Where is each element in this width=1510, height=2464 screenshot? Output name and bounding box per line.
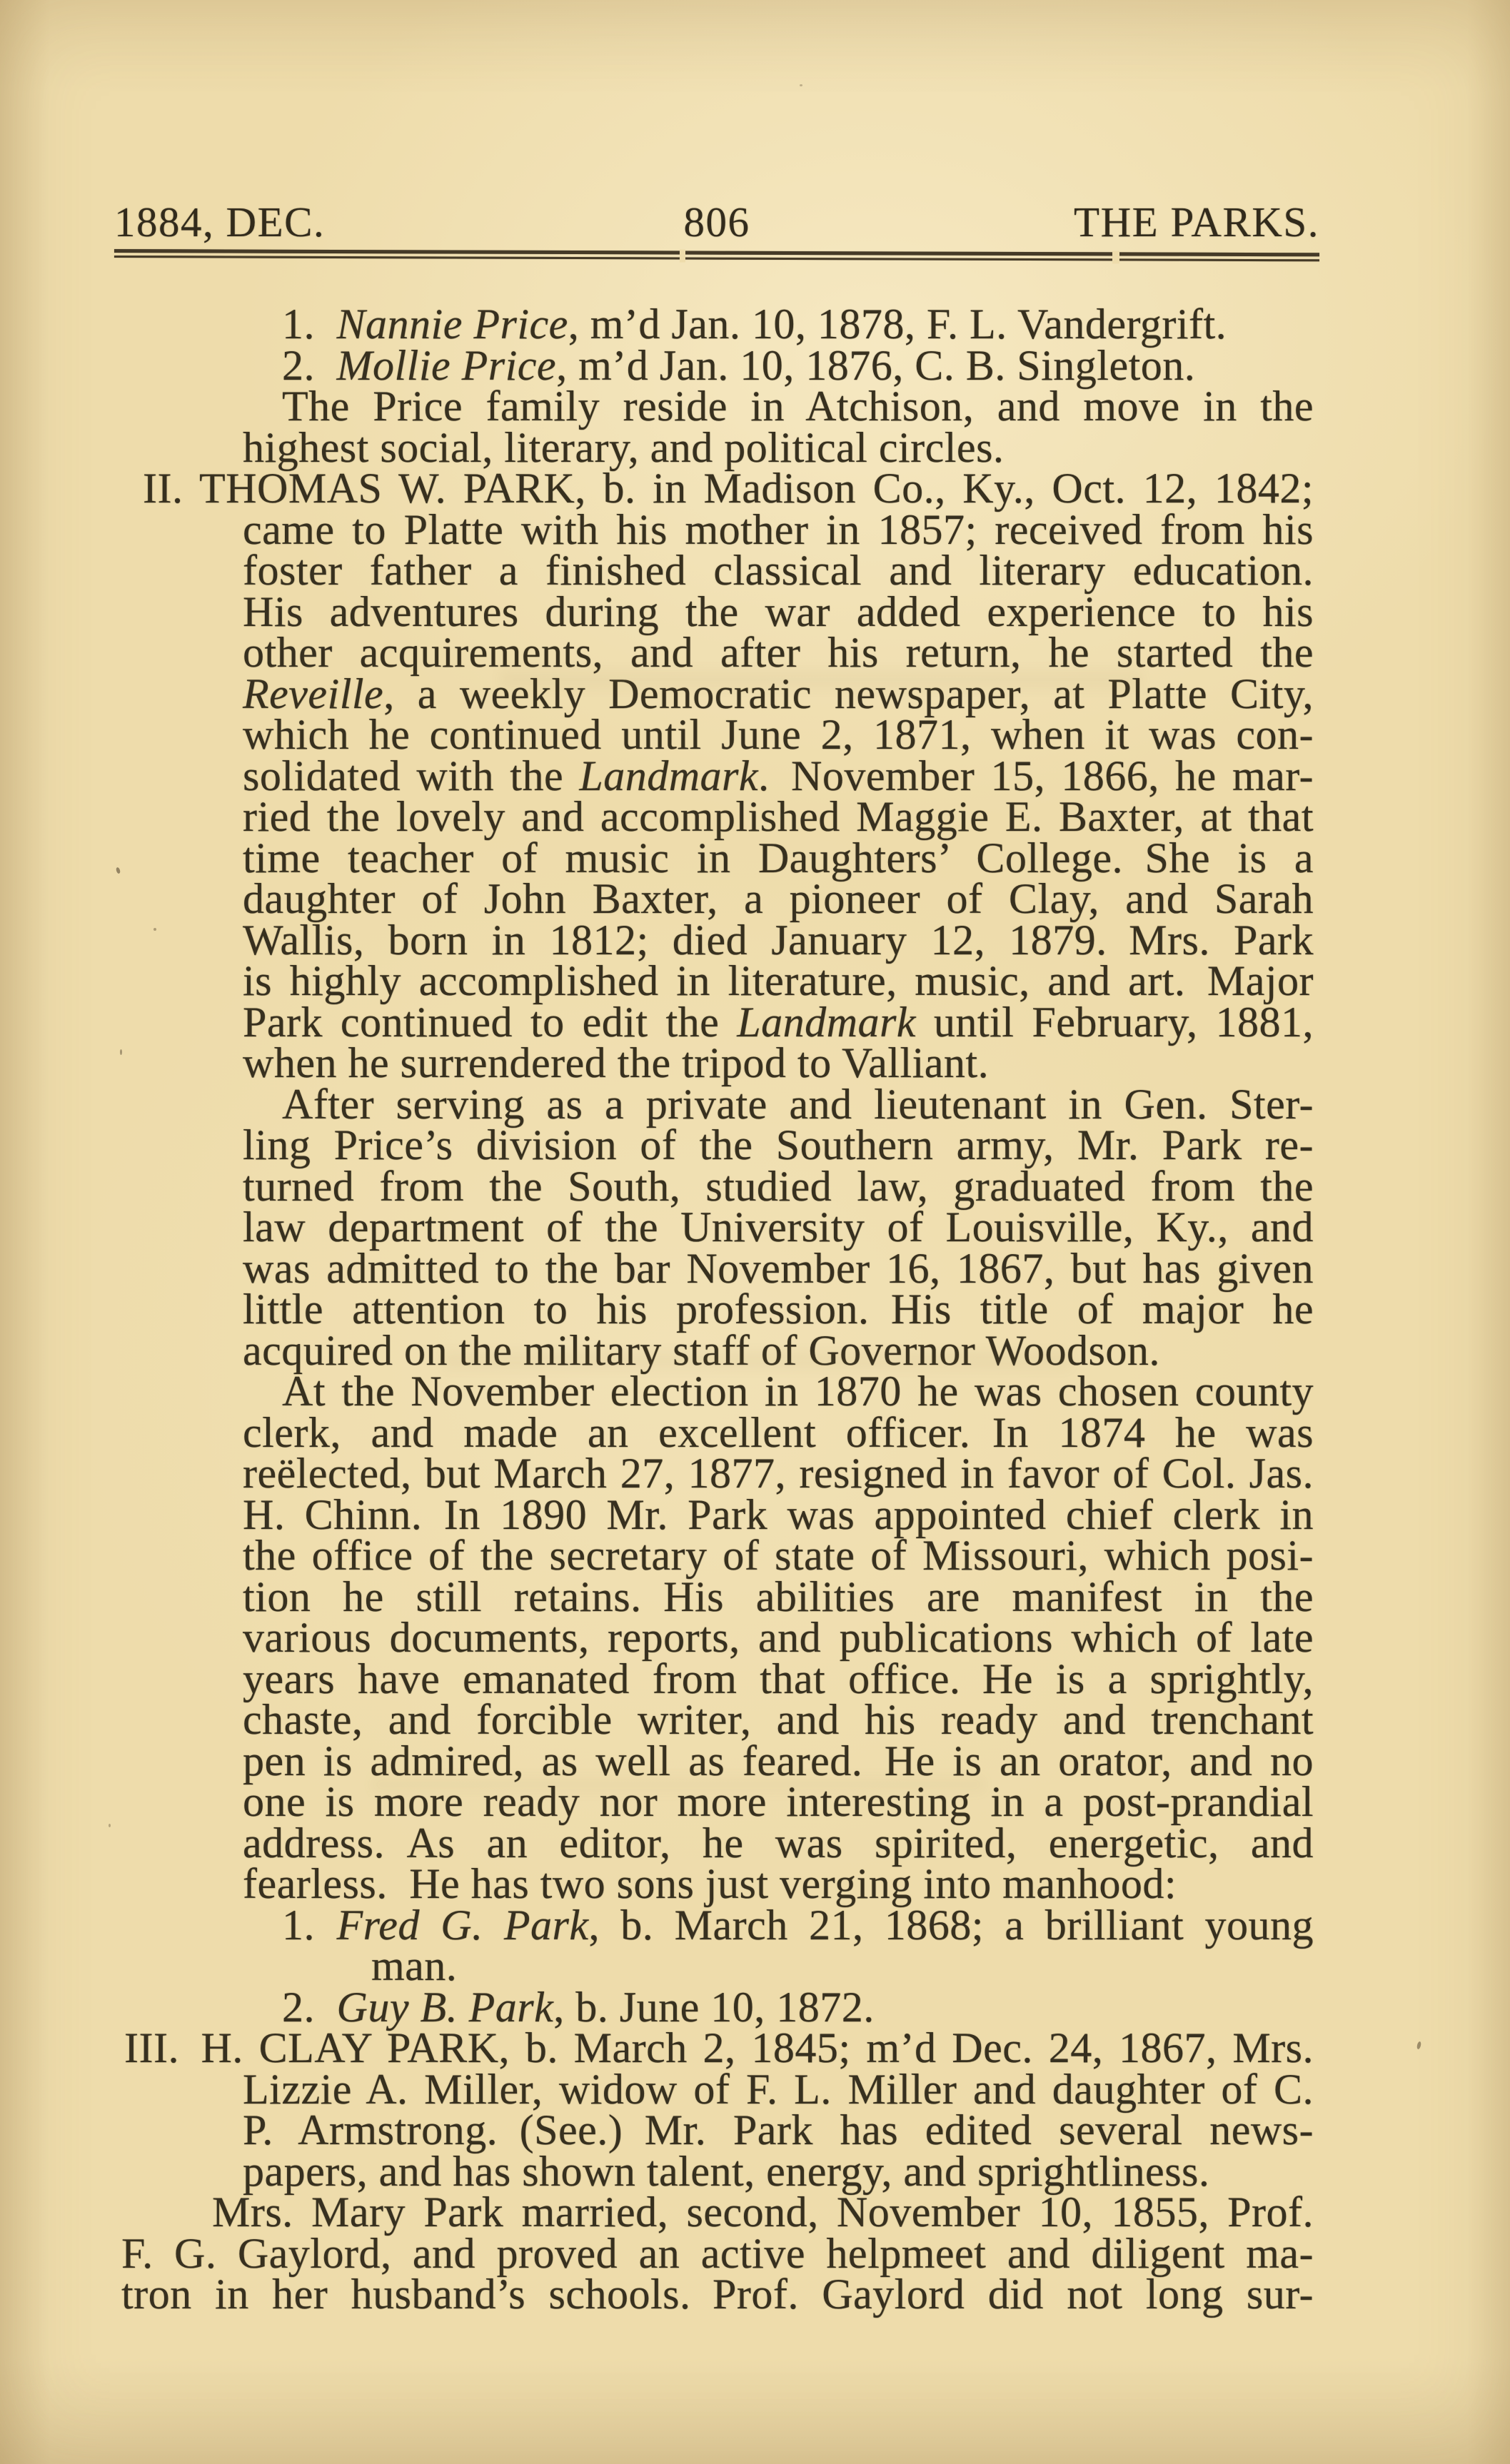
- header-title: THE PARKS.: [1074, 198, 1319, 246]
- text-segment: man.: [371, 1942, 458, 1989]
- text-segment: III. H. CLAY PARK, b. March 2, 1845; m’d Dec. 24, 1867, Mrs.: [124, 2024, 1314, 2071]
- text-line: [243, 2065, 1314, 2113]
- ink-speck: [120, 1049, 122, 1055]
- text-segment: 2.: [282, 1983, 337, 2031]
- text-segment: pen is admired, as well as feared. He is an orator, and no: [243, 1737, 1314, 1784]
- text-line: [212, 2188, 1314, 2236]
- text-segment: , m’d Jan. 10, 1876, C. B. Singleton.: [556, 341, 1196, 389]
- text-segment: solidated with the: [243, 752, 580, 799]
- text-line: [243, 670, 1314, 717]
- text-line: [121, 2271, 1314, 2318]
- text-segment: fearless. He has two sons just verging into manhood:: [243, 1860, 1177, 1907]
- text-line: [243, 1490, 1314, 1538]
- text-line: [143, 465, 1314, 512]
- text-line: [243, 1778, 1314, 1825]
- rule-break: [680, 249, 685, 262]
- text-line: [243, 423, 1314, 471]
- page-header: [114, 198, 1319, 246]
- text-line: [243, 1286, 1314, 1333]
- italic-text-segment: Fred G. Park: [336, 1901, 589, 1949]
- italic-text-segment: Mollie Price: [336, 341, 557, 389]
- ink-speck: [153, 928, 156, 931]
- text-segment: 1.: [282, 1901, 337, 1949]
- text-segment: At the November election in 1870 he was chosen county: [282, 1368, 1314, 1415]
- text-segment: clerk, and made an excellent officer. In 1874 he was: [243, 1408, 1314, 1456]
- text-segment: 1.: [282, 301, 337, 348]
- text-segment: papers, and has shown talent, energy, and sprightliness.: [243, 2147, 1210, 2195]
- text-segment: highest social, literary, and political circles.: [243, 423, 1005, 471]
- text-line: [282, 301, 1314, 348]
- text-segment: address. As an editor, he was spirited, energetic, and: [243, 1819, 1314, 1867]
- text-line: [243, 1408, 1314, 1456]
- text-segment: various documents, reports, and publications which of late: [243, 1614, 1314, 1661]
- text-line: [243, 1572, 1314, 1620]
- text-segment: His adventures during the war added experience to his: [243, 587, 1314, 635]
- text-line: [282, 1983, 1314, 2031]
- text-line: [243, 1450, 1314, 1497]
- ink-speck: [109, 1824, 111, 1827]
- text-segment: The Price family reside in Atchison, and move in the: [282, 383, 1314, 430]
- text-line: [243, 875, 1314, 922]
- text-line: [124, 2024, 1314, 2071]
- text-segment: Wallis, born in 1812; died January 12, 1879. Mrs. Park: [243, 916, 1314, 964]
- text-line: [243, 2147, 1314, 2195]
- text-line: [282, 1080, 1314, 1128]
- text-line: [243, 793, 1314, 840]
- text-segment: After serving as a private and lieutenant in Gen. Ster-: [282, 1080, 1314, 1128]
- text-segment: the office of the secretary of state of Missouri, which posi-: [243, 1532, 1314, 1579]
- text-segment: H. Chinn. In 1890 Mr. Park was appointed chief clerk in: [243, 1490, 1314, 1538]
- text-segment: years have emanated from that office. He is a sprightly,: [243, 1655, 1314, 1702]
- ink-speck: [800, 84, 802, 86]
- text-line: [243, 1326, 1314, 1374]
- text-line: [243, 629, 1314, 676]
- text-line: [243, 916, 1314, 964]
- text-line: [282, 341, 1314, 389]
- italic-text-segment: Guy B. Park: [336, 1983, 554, 2031]
- body-lines: [0, 301, 1510, 2318]
- text-line: [243, 1532, 1314, 1579]
- text-segment: Lizzie A. Miller, widow of F. L. Miller and daughter of C.: [243, 2065, 1314, 2113]
- text-line: [243, 834, 1314, 882]
- italic-text-segment: Landmark: [737, 998, 916, 1046]
- text-line: [243, 1203, 1314, 1251]
- text-segment: F. G. Gaylord, and proved an active helpmeet and diligent ma-: [121, 2229, 1314, 2277]
- text-segment: was admitted to the bar November 16, 1867, but has given: [243, 1244, 1314, 1292]
- header-page-number: 806: [683, 198, 750, 246]
- text-line: [243, 1737, 1314, 1784]
- text-segment: came to Platte with his mother in 1857; received from his: [243, 505, 1314, 553]
- text-segment: Mrs. Mary Park married, second, November 10, 1855, Prof.: [212, 2188, 1314, 2236]
- text-segment: chaste, and forcible writer, and his ready and trenchant: [243, 1696, 1314, 1743]
- text-line: [243, 1655, 1314, 1702]
- text-segment: ling Price’s division of the Southern army, Mr. Park re-: [243, 1121, 1314, 1168]
- text-segment: , b. March 21, 1868; a brilliant young: [588, 1901, 1314, 1949]
- text-segment: Park continued to edit the: [243, 998, 738, 1046]
- text-segment: until February, 1881,: [915, 998, 1314, 1046]
- italic-text-segment: Landmark: [579, 752, 759, 799]
- text-segment: time teacher of music in Daughters’ College. She is a: [243, 834, 1314, 882]
- text-segment: , b. June 10, 1872.: [553, 1983, 875, 2031]
- text-line: [243, 752, 1314, 799]
- text-line: [243, 505, 1314, 553]
- text-line: [121, 2229, 1314, 2277]
- text-line: [243, 2106, 1314, 2154]
- text-segment: is highly accomplished in literature, music, and art. Major: [243, 957, 1314, 1004]
- text-segment: foster father a finished classical and literary education.: [243, 547, 1314, 594]
- text-segment: which he continued until June 2, 1871, when it was con-: [243, 711, 1314, 758]
- double-rule-divider: [114, 249, 1319, 261]
- text-segment: reëlected, but March 27, 1877, resigned in favor of Col. Jas.: [243, 1450, 1314, 1497]
- text-segment: 2.: [282, 341, 337, 389]
- text-segment: turned from the South, studied law, graduated from the: [243, 1162, 1314, 1210]
- text-line: [243, 1121, 1314, 1168]
- rule-break: [1112, 251, 1119, 263]
- text-segment: daughter of John Baxter, a pioneer of Clay, and Sarah: [243, 875, 1314, 922]
- text-line: [243, 998, 1314, 1046]
- italic-text-segment: Nannie Price: [336, 301, 568, 348]
- text-line: [243, 1244, 1314, 1292]
- text-segment: II. THOMAS W. PARK, b. in Madison Co., Ky., Oct. 12, 1842;: [143, 465, 1314, 512]
- header-date: 1884, DEC.: [114, 198, 326, 246]
- text-line: [282, 1901, 1314, 1949]
- text-segment: , m’d Jan. 10, 1878, F. L. Vandergrift.: [568, 301, 1227, 348]
- text-line: [243, 547, 1314, 594]
- text-line: [243, 1696, 1314, 1743]
- text-segment: tron in her husband’s schools. Prof. Gaylord did not long sur-: [121, 2271, 1314, 2318]
- text-line: [371, 1942, 1314, 1989]
- text-line: [243, 1819, 1314, 1867]
- text-line: [243, 1162, 1314, 1210]
- text-segment: law department of the University of Louisville, Ky., and: [243, 1203, 1314, 1251]
- text-segment: when he surrendered the tripod to Valliant.: [243, 1039, 990, 1086]
- text-line: [282, 383, 1314, 430]
- text-segment: acquired on the military staff of Governor Woodson.: [243, 1326, 1160, 1374]
- text-line: [243, 587, 1314, 635]
- text-line: [243, 957, 1314, 1004]
- text-line: [243, 711, 1314, 758]
- text-segment: one is more ready nor more interesting in a post-prandial: [243, 1778, 1314, 1825]
- italic-text-segment: Reveille: [243, 670, 384, 717]
- text-line: [243, 1860, 1314, 1907]
- text-line: [243, 1614, 1314, 1661]
- text-segment: ried the lovely and accomplished Maggie E. Baxter, at that: [243, 793, 1314, 840]
- text-segment: tion he still retains. His abilities are manifest in the: [243, 1572, 1314, 1620]
- text-segment: . November 15, 1866, he mar-: [758, 752, 1314, 799]
- text-line: [243, 1039, 1314, 1086]
- text-segment: other acquirements, and after his return, he started the: [243, 629, 1314, 676]
- text-segment: little attention to his profession. His title of major he: [243, 1286, 1314, 1333]
- text-segment: , a weekly Democratic newspaper, at Platte City,: [383, 670, 1314, 717]
- text-line: [282, 1368, 1314, 1415]
- text-segment: P. Armstrong. (See.) Mr. Park has edited several news-: [243, 2106, 1314, 2154]
